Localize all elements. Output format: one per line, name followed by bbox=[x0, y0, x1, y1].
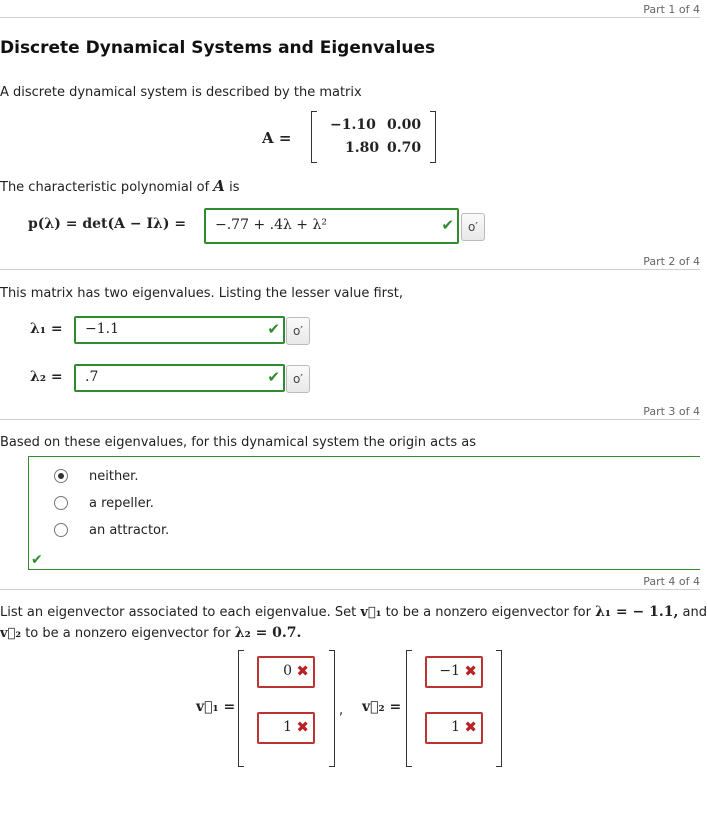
option-neither[interactable]: neither. bbox=[89, 469, 139, 484]
charpoly-var: A bbox=[213, 177, 225, 195]
radio-neither[interactable] bbox=[54, 469, 68, 483]
matrix-bracket-left bbox=[311, 111, 317, 163]
divider bbox=[0, 589, 700, 590]
v1-bracket-right bbox=[329, 650, 335, 767]
matrix-cell: 1.80 bbox=[345, 140, 380, 156]
v2-label: v⃗₂ = bbox=[362, 699, 402, 715]
charpoly-suffix: is bbox=[229, 180, 240, 195]
check-icon: ✔ bbox=[31, 552, 43, 568]
v2-symbol: v⃗₂ bbox=[0, 626, 22, 641]
cross-icon: ✖ bbox=[464, 718, 477, 736]
vector-separator: , bbox=[339, 703, 344, 718]
v1-symbol: v⃗₁ bbox=[360, 605, 382, 620]
v1-top-value: 0 bbox=[283, 663, 292, 679]
key-icon[interactable]: o′ bbox=[461, 213, 485, 241]
eigen-intro: This matrix has two eigenvalues. Listing the lesser value first, bbox=[0, 286, 404, 301]
lambda1-label: λ₁ = bbox=[30, 321, 63, 337]
part-3-label: Part 3 of 4 bbox=[643, 405, 700, 418]
key-icon[interactable]: o′ bbox=[286, 365, 310, 393]
radio-attractor[interactable] bbox=[54, 523, 68, 537]
lambda2-value: .7 bbox=[85, 369, 99, 385]
divider bbox=[0, 419, 700, 420]
option-attractor[interactable]: an attractor. bbox=[89, 523, 170, 538]
check-icon: ✔ bbox=[441, 216, 454, 234]
v2-bracket-right bbox=[496, 650, 502, 767]
matrix-bracket-right bbox=[430, 111, 436, 163]
prompt-text: List an eigenvector associated to each eigenvalue. Set bbox=[0, 605, 357, 620]
lambda2-field[interactable] bbox=[74, 364, 285, 392]
matrix-cell: 0.70 bbox=[387, 140, 422, 156]
vector-prompt-line2 bbox=[0, 625, 301, 641]
charpoly-lhs: p(λ) = det(A − Iλ) = bbox=[28, 216, 187, 232]
origin-choice-box bbox=[28, 456, 700, 570]
divider bbox=[0, 17, 700, 18]
origin-prompt: Based on these eigenvalues, for this dynamical system the origin acts as bbox=[0, 435, 476, 450]
prompt-text: and bbox=[682, 605, 707, 620]
intro-text: A discrete dynamical system is described by the matrix bbox=[0, 85, 362, 100]
v1-top-field[interactable] bbox=[257, 656, 315, 688]
matrix-label: A = bbox=[262, 129, 292, 147]
v1-label: v⃗₁ = bbox=[196, 699, 236, 715]
matrix-cell: −1.10 bbox=[330, 117, 376, 133]
lambda1-inline: λ₁ = − 1.1, bbox=[595, 604, 679, 620]
v2-top-value: −1 bbox=[439, 663, 460, 679]
v1-bottom-field[interactable] bbox=[257, 712, 315, 744]
part-1-label: Part 1 of 4 bbox=[643, 3, 700, 16]
charpoly-answer-value: −.77 + .4λ + λ² bbox=[215, 217, 327, 233]
v2-bracket-left bbox=[406, 650, 412, 767]
v2-top-field[interactable] bbox=[425, 656, 483, 688]
prompt-text: to be a nonzero eigenvector for bbox=[385, 605, 591, 620]
option-repeller[interactable]: a repeller. bbox=[89, 496, 154, 511]
key-icon[interactable]: o′ bbox=[286, 317, 310, 345]
v2-bottom-value: 1 bbox=[451, 719, 460, 735]
lambda2-label: λ₂ = bbox=[30, 369, 63, 385]
divider bbox=[0, 269, 700, 270]
charpoly-prefix: The characteristic polynomial of bbox=[0, 180, 210, 195]
v1-bracket-left bbox=[238, 650, 244, 767]
part-4-label: Part 4 of 4 bbox=[643, 575, 700, 588]
cross-icon: ✖ bbox=[296, 662, 309, 680]
vector-prompt-line1 bbox=[0, 604, 707, 620]
prompt-text: to be a nonzero eigenvector for bbox=[25, 626, 231, 641]
lambda1-field[interactable] bbox=[74, 316, 285, 344]
matrix-cell: 0.00 bbox=[387, 117, 422, 133]
cross-icon: ✖ bbox=[296, 718, 309, 736]
v1-bottom-value: 1 bbox=[283, 719, 292, 735]
charpoly-text bbox=[0, 177, 239, 195]
page-title: Discrete Dynamical Systems and Eigenvalues bbox=[0, 38, 436, 58]
cross-icon: ✖ bbox=[464, 662, 477, 680]
part-2-label: Part 2 of 4 bbox=[643, 255, 700, 268]
radio-repeller[interactable] bbox=[54, 496, 68, 510]
check-icon: ✔ bbox=[267, 320, 280, 338]
lambda2-inline: λ₂ = 0.7. bbox=[234, 625, 302, 641]
check-icon: ✔ bbox=[267, 368, 280, 386]
v2-bottom-field[interactable] bbox=[425, 712, 483, 744]
charpoly-answer-field[interactable] bbox=[204, 208, 459, 244]
lambda1-value: −1.1 bbox=[85, 321, 119, 337]
